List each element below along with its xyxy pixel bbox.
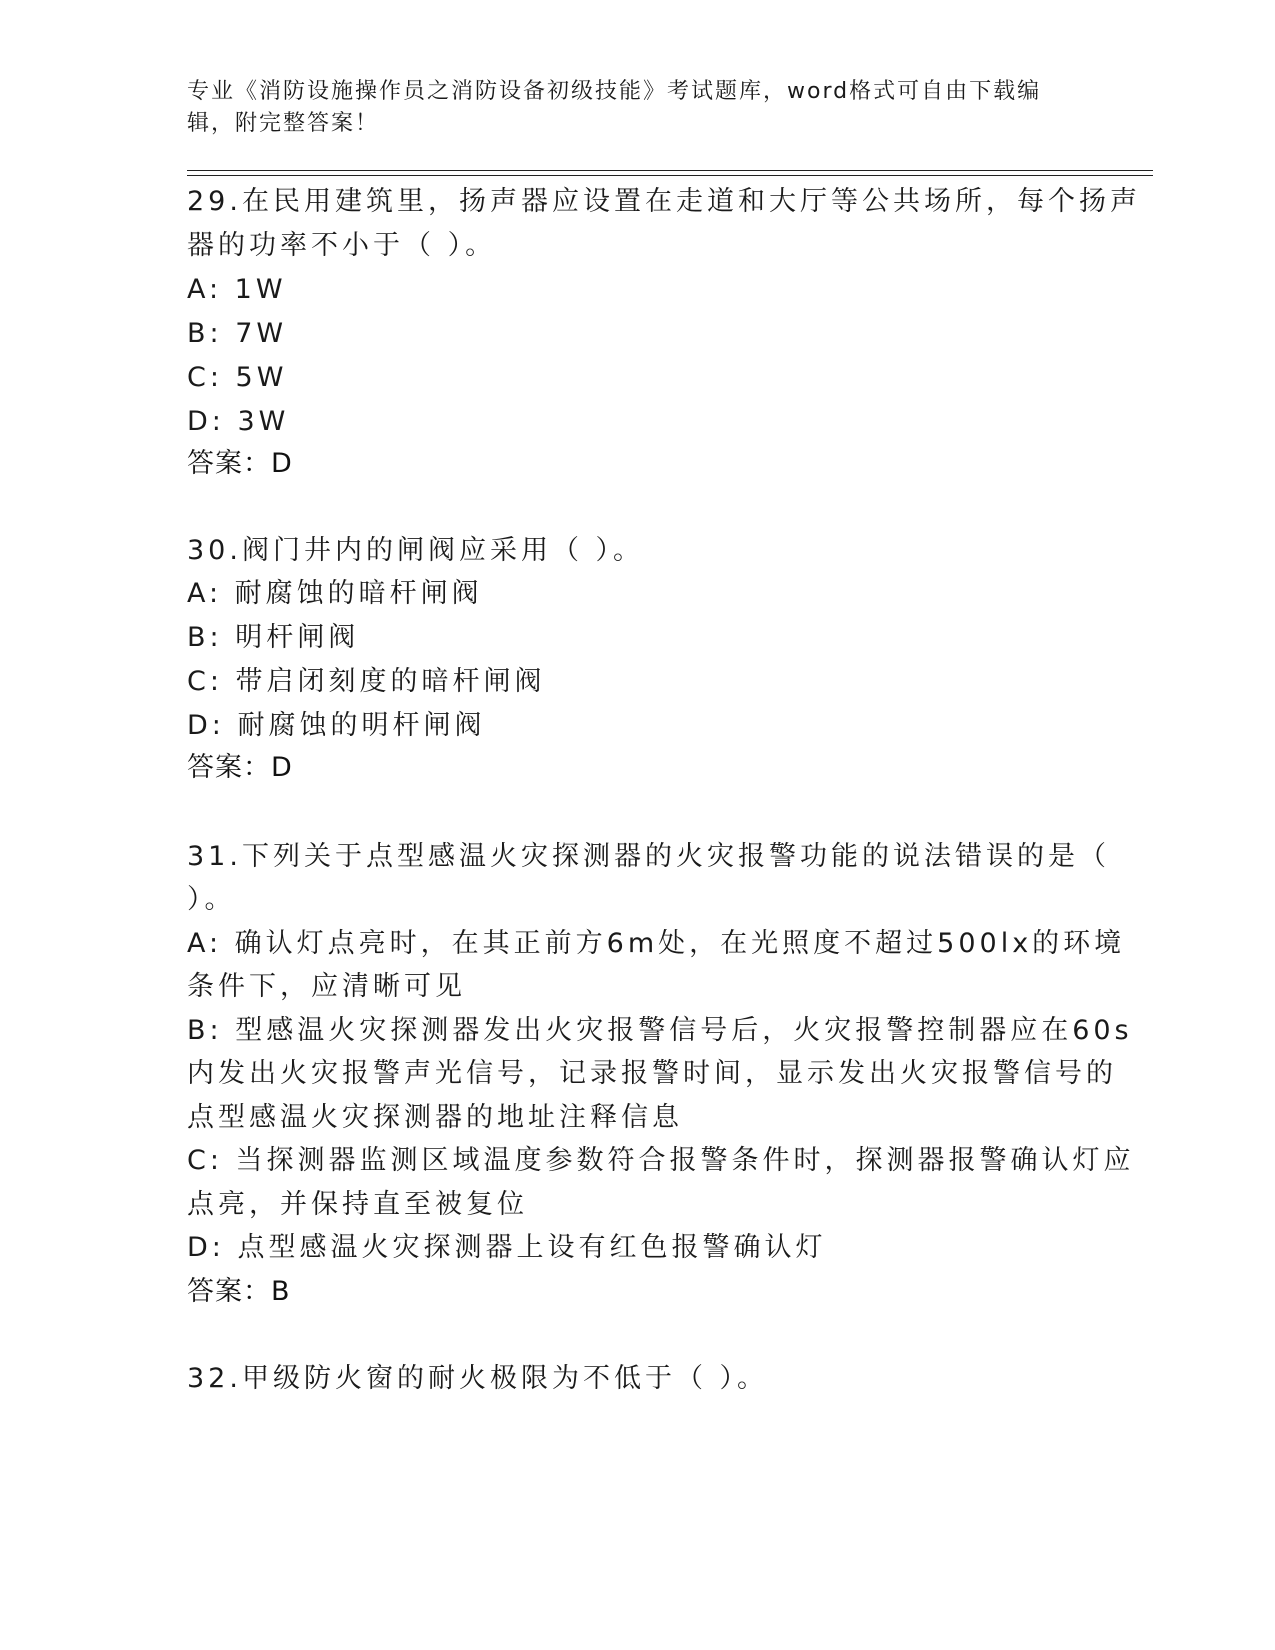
question-29-stem-line-1: 29.在民用建筑里，扬声器应设置在走道和大厅等公共场所，每个扬声 [187, 186, 1141, 217]
question-30-option-c: C: 带启闭刻度的暗杆闸阀 [187, 666, 546, 697]
question-31-option-c-line-2: 点亮，并保持直至被复位 [187, 1189, 528, 1220]
question-30-option-b: B: 明杆闸阀 [187, 622, 360, 653]
question-29-option-c: C: 5W [187, 362, 288, 393]
question-30-option-a: A: 耐腐蚀的暗杆闸阀 [187, 578, 483, 609]
question-31-answer: 答案：B [187, 1276, 291, 1307]
question-31-option-b-line-2: 内发出火灾报警声光信号，记录报警时间，显示发出火灾报警信号的 [187, 1058, 1117, 1089]
header-rule-bottom [187, 175, 1153, 176]
question-29-option-a: A: 1W [187, 274, 287, 305]
question-31-option-b-line-3: 点型感温火灾探测器的地址注释信息 [187, 1102, 683, 1133]
document-header-line-1: 专业《消防设施操作员之消防设备初级技能》考试题库，word格式可自由下载编 [187, 79, 1042, 104]
question-31-stem-line-2: ）。 [187, 884, 236, 915]
question-31-stem-line-1: 31.下列关于点型感温火灾探测器的火灾报警功能的说法错误的是（ [187, 841, 1110, 872]
question-29-option-d: D: 3W [187, 406, 290, 437]
document-header-line-2: 辑，附完整答案！ [187, 111, 380, 136]
header-rule-top [187, 170, 1153, 171]
question-30-option-d: D: 耐腐蚀的明杆闸阀 [187, 710, 486, 741]
question-31-option-a-line-2: 条件下，应清晰可见 [187, 971, 466, 1002]
question-31-option-c-line-1: C: 当探测器监测区域温度参数符合报警条件时，探测器报警确认灯应 [187, 1145, 1135, 1176]
question-31-option-b-line-1: B: 型感温火灾探测器发出火灾报警信号后，火灾报警控制器应在60s [187, 1015, 1133, 1046]
question-31-option-a-line-1: A: 确认灯点亮时，在其正前方6m处，在光照度不超过500lx的环境 [187, 928, 1126, 959]
question-29-answer: 答案：D [187, 448, 293, 479]
question-29-stem-line-2: 器的功率不小于（ ）。 [187, 230, 497, 261]
question-29-option-b: B: 7W [187, 318, 288, 349]
question-30-answer: 答案：D [187, 752, 293, 783]
question-30-stem: 30.阀门井内的闸阀应采用（ ）。 [187, 535, 645, 566]
question-31-option-d: D: 点型感温火灾探测器上设有红色报警确认灯 [187, 1232, 827, 1263]
question-32-stem: 32.甲级防火窗的耐火极限为不低于（ ）。 [187, 1363, 769, 1394]
